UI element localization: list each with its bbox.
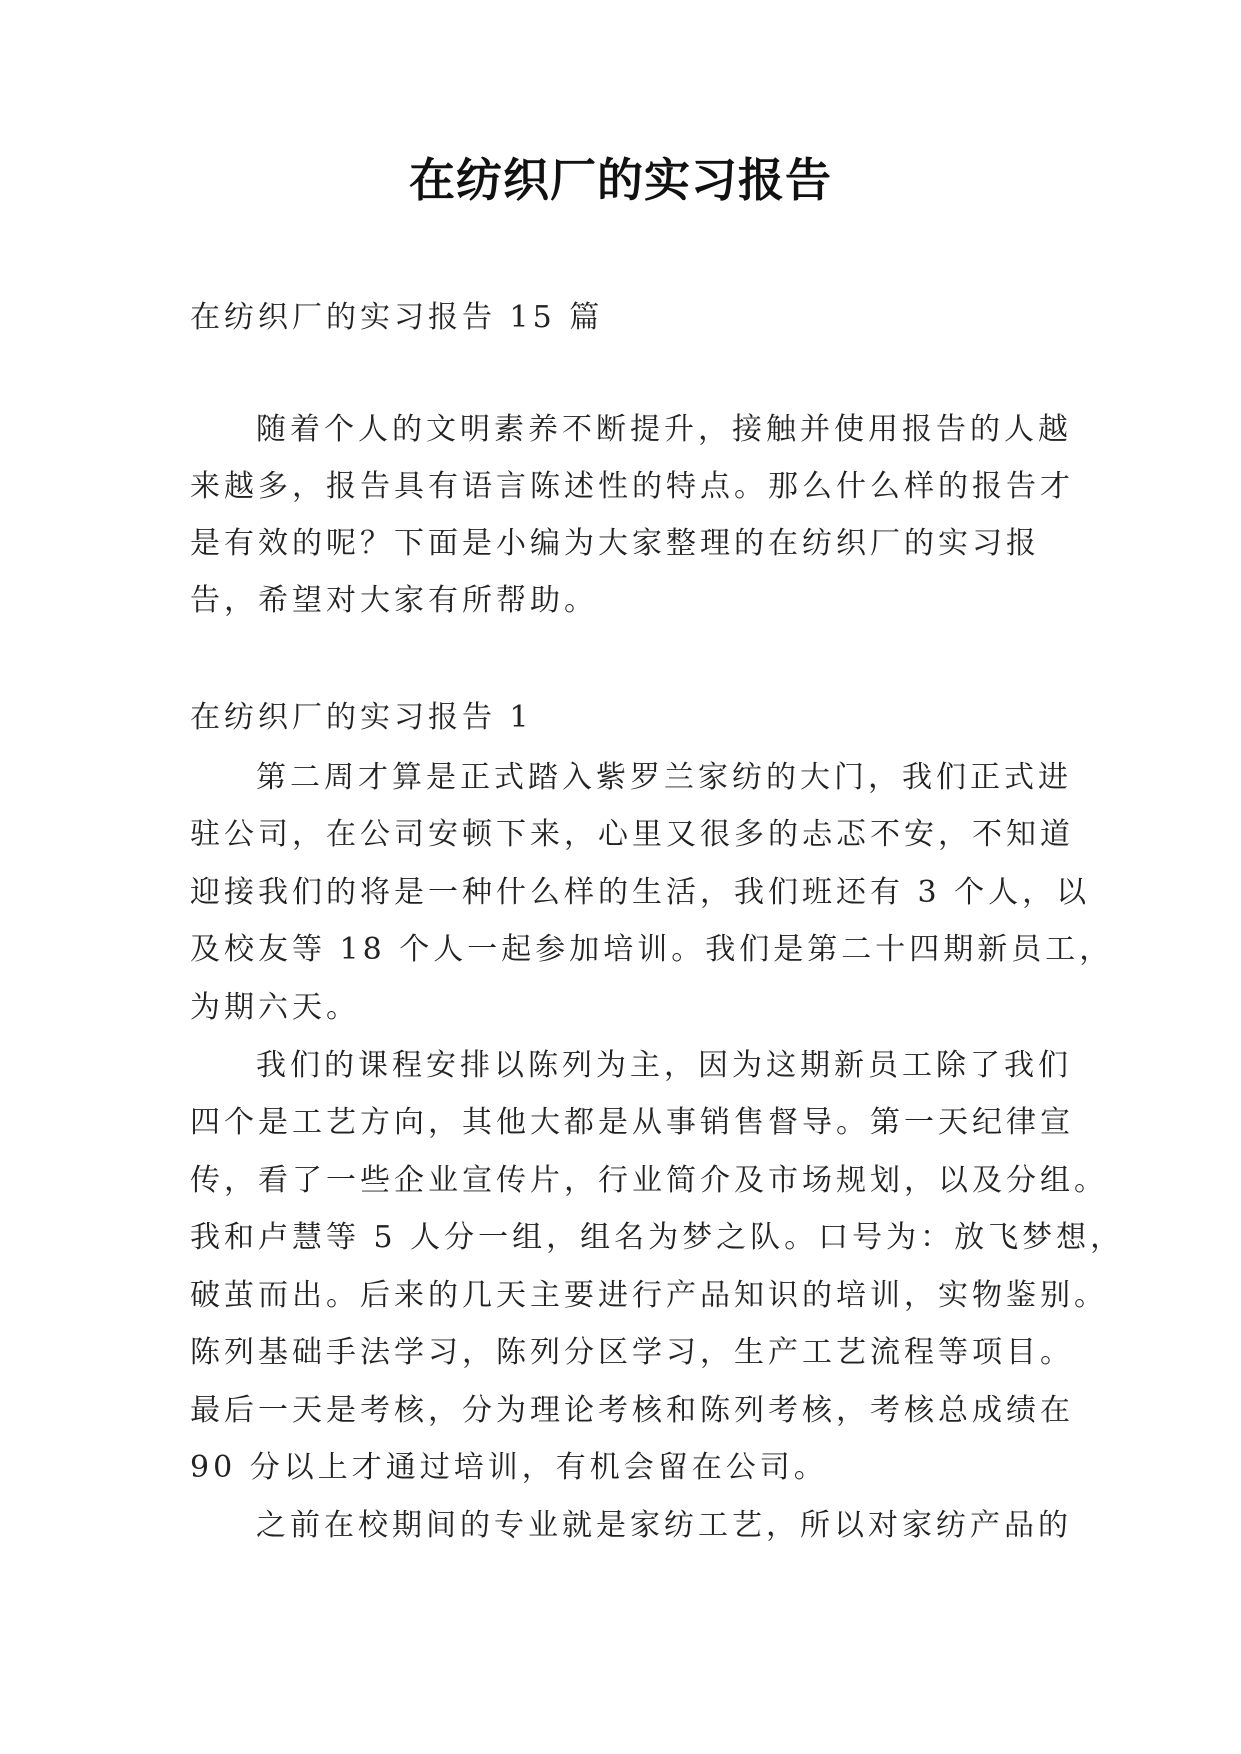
paragraph-line: 及校友等 18 个人一起参加培训。我们是第二十四期新员工， [190, 932, 1114, 967]
paragraph-line: 传，看了一些企业宣传片，行业简介及市场规划，以及分组。 [190, 1163, 1108, 1198]
paragraph-line: 陈列基础手法学习，陈列分区学习，生产工艺流程等项目。 [190, 1335, 1074, 1370]
paragraph-line: 90 分以上才通过培训，有机会留在公司。 [190, 1450, 828, 1485]
paragraph-line: 驻公司，在公司安顿下来，心里又很多的忐忑不安，不知道 [190, 817, 1074, 852]
intro-line: 随着个人的文明素养不断提升，接触并使用报告的人越 [256, 412, 1072, 447]
paragraph-line: 四个是工艺方向，其他大都是从事销售督导。第一天纪律宣 [190, 1105, 1074, 1140]
paragraph-line: 我和卢慧等 5 人分一组，组名为梦之队。口号为：放飞梦想， [190, 1220, 1125, 1255]
paragraph-line: 我们的课程安排以陈列为主，因为这期新员工除了我们 [256, 1048, 1072, 1083]
paragraph-line: 迎接我们的将是一种什么样的生活，我们班还有 3 个人，以 [190, 875, 1091, 910]
intro-line: 来越多，报告具有语言陈述性的特点。那么什么样的报告才 [190, 469, 1074, 504]
document-subtitle: 在纺织厂的实习报告 15 篇 [190, 300, 604, 335]
intro-line: 是有效的呢？下面是小编为大家整理的在纺织厂的实习报 [190, 526, 1040, 561]
paragraph-line: 为期六天。 [190, 990, 360, 1025]
paragraph-line: 最后一天是考核，分为理论考核和陈列考核，考核总成绩在 [190, 1393, 1074, 1428]
paragraph-line: 破茧而出。后来的几天主要进行产品知识的培训，实物鉴别。 [190, 1278, 1108, 1313]
section-heading: 在纺织厂的实习报告 1 [190, 700, 533, 735]
document-title: 在纺织厂的实习报告 [409, 153, 832, 207]
paragraph-line: 第二周才算是正式踏入紫罗兰家纺的大门，我们正式进 [256, 760, 1072, 795]
paragraph-line: 之前在校期间的专业就是家纺工艺，所以对家纺产品的 [256, 1508, 1072, 1543]
intro-line: 告，希望对大家有所帮助。 [190, 583, 598, 618]
